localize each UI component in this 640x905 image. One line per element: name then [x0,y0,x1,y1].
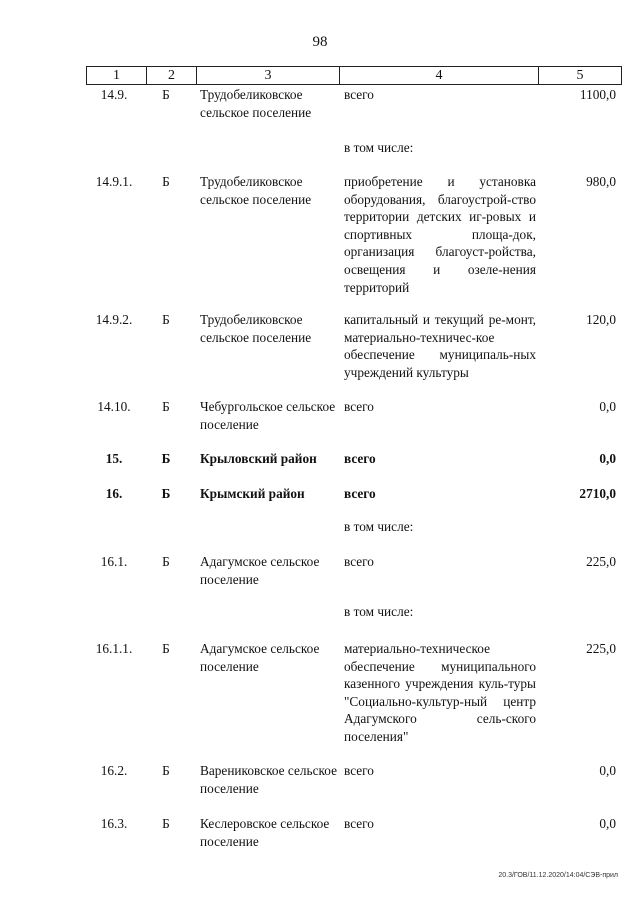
row-amount: 225,0 [586,554,616,569]
row-amount: 0,0 [599,816,616,831]
row-municipality: Крымский район [200,486,305,501]
row-amount: 0,0 [599,399,616,414]
in-that-number-label: в том числе: [344,519,414,534]
row-category: Б [162,816,170,831]
row-amount: 0,0 [599,763,616,778]
row-number: 14.9.1. [95,174,133,189]
page-number: 98 [312,34,328,50]
in-that-number-label: в том числе: [344,140,414,155]
row-number: 16.2. [100,763,128,778]
row-number: 16.3. [100,816,128,831]
row-number: 16.1.1. [95,641,133,656]
table-header [86,66,622,85]
row-purpose: всего [344,554,374,569]
row-purpose: капитальный и текущий ре-монт, материально-техничес-кое обеспечение муниципаль-ных учреждений культуры [344,312,536,380]
row-number: 16.1. [100,554,128,569]
row-number: 16. [105,486,123,501]
row-amount: 0,0 [599,451,616,466]
row-purpose: всего [344,451,376,466]
row-municipality: Варениковское сельское поселение [200,763,337,796]
row-category: Б [162,399,170,414]
row-number: 15. [105,451,123,466]
header-col-5: 5 [576,68,584,83]
row-category: Б [161,451,171,466]
row-amount: 980,0 [586,174,616,189]
header-col-1: 1 [87,67,147,84]
row-amount: 2710,0 [579,486,616,501]
row-number: 14.9.2. [95,312,133,327]
in-that-number-label: в том числе: [344,604,414,619]
row-amount: 225,0 [586,641,616,656]
row-purpose: всего [344,816,374,831]
row-municipality: Кеслеровское сельское поселение [200,816,330,849]
row-category: Б [162,312,170,327]
row-purpose: всего [344,87,374,102]
row-municipality: Адагумское сельское поселение [200,554,320,587]
row-category: Б [162,554,170,569]
row-number: 14.10. [97,399,131,414]
row-purpose: всего [344,486,376,501]
row-category: Б [161,486,171,501]
row-municipality: Трудобеликовское сельское поселение [200,87,312,120]
header-col-3: 3 [197,67,340,84]
row-category: Б [162,87,170,102]
row-municipality: Трудобеликовское сельское поселение [200,174,312,207]
row-municipality: Адагумское сельское поселение [200,641,320,674]
row-purpose: приобретение и установка оборудования, благоустрой-ство территории детских иг-ровых и спортивных площа-док, организация благоуст-ройства, освещения и озеле-нения территорий [344,174,536,295]
row-purpose: материально-техническое обеспечение муниципального казенного учреждения куль-туры "Социально-культур-ный центр Адагумского сель-ского поселения" [344,641,536,744]
row-municipality: Трудобеликовское сельское поселение [200,312,312,345]
row-amount: 1100,0 [579,87,616,102]
row-category: Б [162,174,170,189]
row-municipality: Чебургольское сельское поселение [200,399,336,432]
row-purpose: всего [344,399,374,414]
row-category: Б [162,763,170,778]
row-category: Б [162,641,170,656]
row-municipality: Крыловский район [200,451,317,466]
header-col-2: 2 [147,67,197,84]
row-amount: 120,0 [586,312,616,327]
row-purpose: всего [344,763,374,778]
header-col-4: 4 [340,67,539,84]
document-footer-code: 20.3/ГОВ/11.12.2020/14:04/СЭВ-прил [498,872,618,879]
row-number: 14.9. [100,87,128,102]
